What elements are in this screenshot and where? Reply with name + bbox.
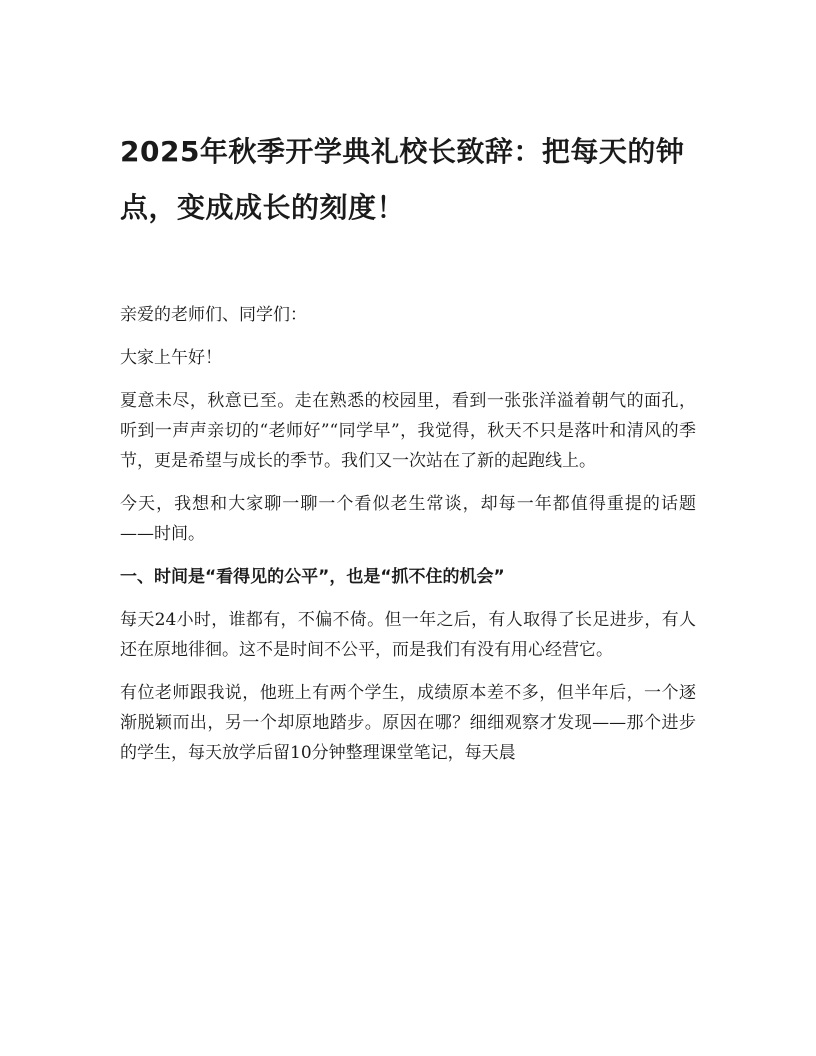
document-body — [120, 300, 696, 781]
paragraph-intro: 夏意未尽，秋意已至。走在熟悉的校园里，看到一张张洋溢着朝气的面孔，听到一声声亲切的“老师好”“同学早”，我觉得，秋天不只是落叶和清风的季节，更是希望与成长的季节。我们又一次站在了新的起跑线上。 — [120, 391, 696, 471]
section-paragraph: 每天24小时，谁都有，不偏不倚。但一年之后，有人取得了长足进步，有人还在原地徘徊。这不是时间不公平，而是我们有没有用心经营它。 — [120, 610, 696, 660]
document-title: 2025年秋季开学典礼校长致辞：把每天的钟点，变成成长的刻度！ — [120, 135, 685, 224]
section-paragraph: 有位老师跟我说，他班上有两个学生，成绩原本差不多，但半年后，一个逐渐脱颖而出，另一个却原地踏步。原因在哪？细细观察才发现——那个进步的学生，每天放学后留10分钟整理课堂笔记，每天晨 — [120, 683, 696, 763]
paragraph-topic: 今天，我想和大家聊一聊一个看似老生常谈，却每一年都值得重提的话题——时间。 — [120, 494, 696, 544]
greeting: 大家上午好！ — [120, 348, 222, 368]
salutation: 亲爱的老师们、同学们： — [120, 305, 307, 325]
section-heading: 一、时间是“看得见的公平”，也是“抓不住的机会” — [120, 567, 505, 587]
document-page — [120, 0, 696, 1056]
